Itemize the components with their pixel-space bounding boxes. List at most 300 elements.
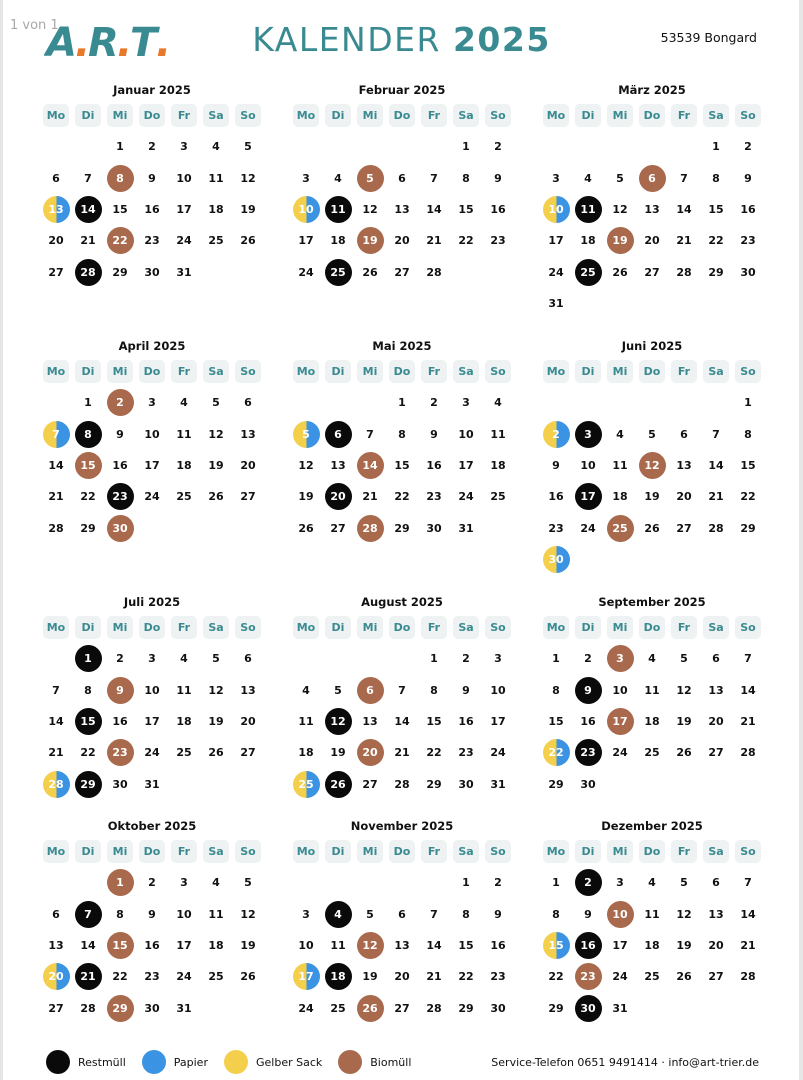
- empty-cell: [668, 387, 700, 418]
- legend-dot-icon: [142, 1050, 166, 1074]
- empty-cell: [636, 387, 668, 418]
- weekday-header: [354, 612, 386, 643]
- day-cell: [136, 675, 168, 706]
- day-number: 14: [426, 203, 442, 217]
- weekday-label: Mi: [357, 104, 383, 127]
- day-cell: [482, 419, 514, 450]
- day-cell: [418, 512, 450, 543]
- day-cell: [40, 768, 72, 799]
- weekday-header: [636, 100, 668, 131]
- day-number: 29: [458, 1001, 474, 1015]
- day-cell: [386, 768, 418, 799]
- month-grid: [290, 612, 514, 800]
- day-number: 7: [84, 171, 92, 185]
- day-number: 7: [430, 171, 438, 185]
- restmuell-day: 7: [75, 901, 102, 928]
- day-cell: [104, 768, 136, 799]
- day-cell: [700, 419, 732, 450]
- gelber-sack-papier-day: 13: [43, 196, 70, 223]
- day-number: 22: [708, 234, 724, 248]
- day-number: 21: [394, 746, 410, 760]
- weekday-header: [668, 100, 700, 131]
- day-cell: [322, 737, 354, 768]
- day-cell: [418, 992, 450, 1023]
- day-number: 5: [680, 652, 688, 666]
- weekday-label: Mi: [607, 104, 633, 127]
- biomuell-day: 19: [357, 227, 384, 254]
- day-cell: [732, 163, 764, 194]
- day-cell: [636, 643, 668, 674]
- weekday-label: Mo: [543, 616, 569, 639]
- day-cell: [450, 481, 482, 512]
- weekday-label: So: [485, 360, 511, 383]
- day-number: 6: [712, 876, 720, 890]
- day-cell: [418, 225, 450, 256]
- day-cell: [604, 194, 636, 225]
- day-cell: [354, 899, 386, 930]
- day-number: 28: [394, 777, 410, 791]
- day-cell: [232, 194, 264, 225]
- day-cell: [418, 419, 450, 450]
- day-number: 22: [740, 490, 756, 504]
- day-number: 3: [148, 396, 156, 410]
- day-cell: [700, 450, 732, 481]
- month-calendar: [40, 816, 264, 1024]
- day-number: 22: [80, 746, 96, 760]
- day-number: 27: [676, 521, 692, 535]
- weekday-label: Fr: [421, 840, 447, 863]
- day-number: 8: [116, 907, 124, 921]
- day-cell: [604, 992, 636, 1023]
- day-number: 13: [240, 427, 256, 441]
- day-cell: [418, 387, 450, 418]
- biomuell-day: 9: [107, 677, 134, 704]
- legend-item: [46, 1050, 126, 1074]
- day-cell: [700, 737, 732, 768]
- month-calendar: [540, 80, 764, 319]
- day-cell: [636, 706, 668, 737]
- day-cell: [136, 387, 168, 418]
- weekday-label: So: [735, 360, 761, 383]
- restmuell-day: 12: [325, 708, 352, 735]
- day-cell: [418, 194, 450, 225]
- day-cell: [290, 768, 322, 799]
- empty-cell: [40, 131, 72, 162]
- day-cell: [732, 930, 764, 961]
- day-number: 12: [676, 683, 692, 697]
- weekday-header: [418, 356, 450, 387]
- day-number: 10: [176, 171, 192, 185]
- biomuell-day: 17: [607, 708, 634, 735]
- legend-item: [142, 1050, 208, 1074]
- empty-cell: [40, 387, 72, 418]
- weekday-header: [732, 100, 764, 131]
- day-cell: [540, 737, 572, 768]
- day-number: 16: [490, 939, 506, 953]
- weekday-header: [104, 836, 136, 867]
- weekday-label: Sa: [703, 360, 729, 383]
- day-cell: [40, 737, 72, 768]
- address: 53539 Bongard: [660, 30, 757, 45]
- day-number: 14: [48, 715, 64, 729]
- day-number: 24: [580, 521, 596, 535]
- day-cell: [572, 643, 604, 674]
- day-cell: [604, 899, 636, 930]
- weekday-header: [200, 100, 232, 131]
- day-number: 21: [426, 970, 442, 984]
- weekday-label: Mi: [107, 840, 133, 863]
- day-cell: [636, 419, 668, 450]
- day-cell: [322, 706, 354, 737]
- day-cell: [290, 961, 322, 992]
- weekday-label: Mo: [43, 104, 69, 127]
- weekday-label: So: [235, 104, 261, 127]
- day-cell: [40, 225, 72, 256]
- day-cell: [72, 450, 104, 481]
- gelber-sack-papier-day: 25: [293, 771, 320, 798]
- weekday-header: [40, 356, 72, 387]
- month-title: Februar 2025: [358, 83, 446, 97]
- title-main: KALENDER: [252, 20, 441, 59]
- day-cell: [482, 867, 514, 898]
- day-cell: [322, 930, 354, 961]
- day-cell: [168, 930, 200, 961]
- gelber-sack-papier-day: 10: [543, 196, 570, 223]
- day-cell: [540, 419, 572, 450]
- day-cell: [136, 930, 168, 961]
- month-calendar: [540, 336, 764, 575]
- day-number: 12: [298, 459, 314, 473]
- day-number: 18: [612, 490, 628, 504]
- day-cell: [482, 387, 514, 418]
- day-number: 5: [212, 652, 220, 666]
- day-number: 4: [648, 876, 656, 890]
- biomuell-day: 15: [107, 932, 134, 959]
- day-number: 6: [398, 907, 406, 921]
- day-number: 10: [144, 683, 160, 697]
- month-grid: [290, 836, 514, 1024]
- day-cell: [418, 675, 450, 706]
- day-number: 1: [712, 140, 720, 154]
- day-cell: [386, 419, 418, 450]
- empty-cell: [40, 643, 72, 674]
- day-number: 2: [430, 396, 438, 410]
- day-number: 3: [302, 171, 310, 185]
- day-number: 24: [612, 746, 628, 760]
- weekday-header: [604, 100, 636, 131]
- day-cell: [668, 419, 700, 450]
- day-number: 11: [490, 427, 506, 441]
- weekday-header: [732, 836, 764, 867]
- day-number: 30: [490, 1001, 506, 1015]
- day-number: 28: [708, 521, 724, 535]
- day-cell: [72, 225, 104, 256]
- day-number: 16: [144, 203, 160, 217]
- day-number: 22: [426, 746, 442, 760]
- weekday-label: Fr: [171, 840, 197, 863]
- day-number: 6: [244, 396, 252, 410]
- day-cell: [232, 481, 264, 512]
- weekday-label: Do: [639, 360, 665, 383]
- day-cell: [668, 450, 700, 481]
- day-cell: [700, 643, 732, 674]
- day-cell: [290, 481, 322, 512]
- day-cell: [354, 992, 386, 1023]
- day-number: 23: [490, 234, 506, 248]
- day-cell: [540, 163, 572, 194]
- month-title: März 2025: [618, 83, 686, 97]
- day-number: 7: [52, 683, 60, 697]
- month-title: August 2025: [361, 595, 443, 609]
- day-number: 16: [580, 715, 596, 729]
- empty-cell: [40, 867, 72, 898]
- weekday-header: [322, 612, 354, 643]
- day-number: 30: [740, 265, 756, 279]
- day-cell: [604, 450, 636, 481]
- weekday-label: Di: [75, 104, 101, 127]
- empty-cell: [354, 131, 386, 162]
- day-cell: [322, 899, 354, 930]
- day-cell: [482, 706, 514, 737]
- empty-cell: [322, 867, 354, 898]
- weekday-label: Mi: [107, 616, 133, 639]
- gelber-sack-papier-day: 15: [543, 932, 570, 959]
- gelber-sack-papier-day: 17: [293, 963, 320, 990]
- day-cell: [104, 163, 136, 194]
- day-cell: [200, 737, 232, 768]
- day-number: 16: [426, 459, 442, 473]
- weekday-header: [200, 612, 232, 643]
- day-number: 27: [48, 265, 64, 279]
- day-number: 20: [240, 715, 256, 729]
- day-number: 16: [144, 939, 160, 953]
- empty-cell: [604, 387, 636, 418]
- biomuell-day: 6: [639, 165, 666, 192]
- day-cell: [482, 481, 514, 512]
- weekday-label: Fr: [421, 616, 447, 639]
- day-cell: [232, 675, 264, 706]
- month-grid: [290, 356, 514, 544]
- weekday-header: [200, 836, 232, 867]
- day-cell: [290, 992, 322, 1023]
- day-number: 23: [490, 970, 506, 984]
- empty-cell: [386, 131, 418, 162]
- day-number: 28: [426, 1001, 442, 1015]
- day-cell: [136, 992, 168, 1023]
- day-number: 13: [330, 459, 346, 473]
- day-number: 11: [644, 683, 660, 697]
- restmuell-day: 20: [325, 483, 352, 510]
- day-number: 4: [334, 171, 342, 185]
- day-cell: [322, 992, 354, 1023]
- restmuell-day: 17: [575, 483, 602, 510]
- empty-cell: [668, 131, 700, 162]
- weekday-label: Di: [325, 104, 351, 127]
- day-cell: [168, 867, 200, 898]
- restmuell-day: 23: [107, 483, 134, 510]
- month-title: Mai 2025: [372, 339, 432, 353]
- day-number: 20: [394, 970, 410, 984]
- weekday-header: [604, 836, 636, 867]
- legend: [46, 1050, 427, 1074]
- day-number: 29: [708, 265, 724, 279]
- day-cell: [168, 256, 200, 287]
- day-cell: [40, 930, 72, 961]
- weekday-label: So: [485, 840, 511, 863]
- day-number: 26: [644, 521, 660, 535]
- weekday-label: Mi: [357, 360, 383, 383]
- weekday-header: [104, 356, 136, 387]
- day-number: 3: [302, 907, 310, 921]
- empty-cell: [354, 387, 386, 418]
- day-number: 13: [644, 203, 660, 217]
- day-cell: [540, 512, 572, 543]
- biomuell-day: 23: [107, 739, 134, 766]
- day-cell: [136, 961, 168, 992]
- day-number: 26: [240, 970, 256, 984]
- weekday-label: Sa: [453, 104, 479, 127]
- day-cell: [604, 419, 636, 450]
- day-number: 27: [394, 1001, 410, 1015]
- day-number: 23: [458, 746, 474, 760]
- day-number: 18: [490, 459, 506, 473]
- day-cell: [200, 481, 232, 512]
- day-number: 6: [52, 171, 60, 185]
- weekday-label: Di: [325, 360, 351, 383]
- weekday-label: Do: [139, 360, 165, 383]
- day-number: 18: [208, 939, 224, 953]
- day-number: 27: [240, 490, 256, 504]
- empty-cell: [418, 131, 450, 162]
- day-cell: [40, 512, 72, 543]
- day-cell: [322, 225, 354, 256]
- day-cell: [732, 194, 764, 225]
- day-cell: [232, 450, 264, 481]
- day-cell: [354, 961, 386, 992]
- restmuell-day: 11: [325, 196, 352, 223]
- weekday-label: Di: [325, 616, 351, 639]
- day-number: 21: [48, 746, 64, 760]
- day-cell: [136, 899, 168, 930]
- day-cell: [290, 675, 322, 706]
- day-cell: [700, 961, 732, 992]
- day-number: 31: [548, 296, 564, 310]
- weekday-label: Di: [575, 840, 601, 863]
- weekday-label: So: [485, 104, 511, 127]
- day-cell: [700, 481, 732, 512]
- day-cell: [104, 512, 136, 543]
- day-cell: [418, 256, 450, 287]
- day-cell: [104, 387, 136, 418]
- weekday-label: Mo: [543, 104, 569, 127]
- month-calendar: [40, 80, 264, 288]
- day-number: 2: [494, 140, 502, 154]
- day-number: 12: [208, 427, 224, 441]
- day-cell: [354, 768, 386, 799]
- day-cell: [72, 512, 104, 543]
- day-cell: [732, 675, 764, 706]
- weekday-header: [450, 356, 482, 387]
- day-number: 7: [680, 171, 688, 185]
- day-cell: [572, 737, 604, 768]
- day-number: 22: [548, 970, 564, 984]
- day-cell: [40, 961, 72, 992]
- day-number: 1: [744, 396, 752, 410]
- day-number: 6: [712, 652, 720, 666]
- day-cell: [200, 194, 232, 225]
- svg-text:T: T: [130, 20, 158, 62]
- day-number: 7: [398, 683, 406, 697]
- weekday-label: Mi: [357, 840, 383, 863]
- day-cell: [200, 706, 232, 737]
- gelber-sack-papier-day: 28: [43, 771, 70, 798]
- day-cell: [668, 930, 700, 961]
- empty-cell: [604, 131, 636, 162]
- day-cell: [572, 481, 604, 512]
- day-cell: [636, 512, 668, 543]
- day-cell: [418, 450, 450, 481]
- day-cell: [636, 737, 668, 768]
- day-cell: [450, 768, 482, 799]
- day-cell: [450, 899, 482, 930]
- day-number: 24: [458, 490, 474, 504]
- day-number: 26: [208, 490, 224, 504]
- day-number: 27: [394, 265, 410, 279]
- weekday-header: [322, 100, 354, 131]
- restmuell-day: 3: [575, 421, 602, 448]
- day-cell: [40, 194, 72, 225]
- day-cell: [322, 194, 354, 225]
- day-number: 15: [394, 459, 410, 473]
- day-number: 2: [148, 140, 156, 154]
- day-cell: [200, 930, 232, 961]
- day-number: 16: [112, 715, 128, 729]
- day-cell: [418, 737, 450, 768]
- day-cell: [322, 419, 354, 450]
- weekday-header: [232, 100, 264, 131]
- day-number: 20: [644, 234, 660, 248]
- day-cell: [72, 419, 104, 450]
- weekday-label: Di: [75, 840, 101, 863]
- day-cell: [450, 512, 482, 543]
- weekday-label: Fr: [421, 360, 447, 383]
- day-number: 19: [208, 715, 224, 729]
- day-cell: [668, 481, 700, 512]
- weekday-header: [386, 612, 418, 643]
- day-cell: [136, 867, 168, 898]
- day-cell: [168, 643, 200, 674]
- day-cell: [732, 481, 764, 512]
- day-cell: [200, 450, 232, 481]
- restmuell-day: 2: [575, 869, 602, 896]
- day-cell: [418, 706, 450, 737]
- weekday-header: [136, 836, 168, 867]
- svg-text:.: .: [75, 20, 91, 62]
- day-cell: [232, 163, 264, 194]
- day-number: 30: [458, 777, 474, 791]
- day-cell: [636, 450, 668, 481]
- day-cell: [700, 899, 732, 930]
- weekday-header: [604, 612, 636, 643]
- day-cell: [290, 899, 322, 930]
- day-cell: [168, 225, 200, 256]
- day-cell: [136, 768, 168, 799]
- weekday-label: Mo: [543, 840, 569, 863]
- day-number: 17: [298, 234, 314, 248]
- empty-cell: [354, 867, 386, 898]
- day-number: 9: [148, 171, 156, 185]
- weekday-label: So: [235, 840, 261, 863]
